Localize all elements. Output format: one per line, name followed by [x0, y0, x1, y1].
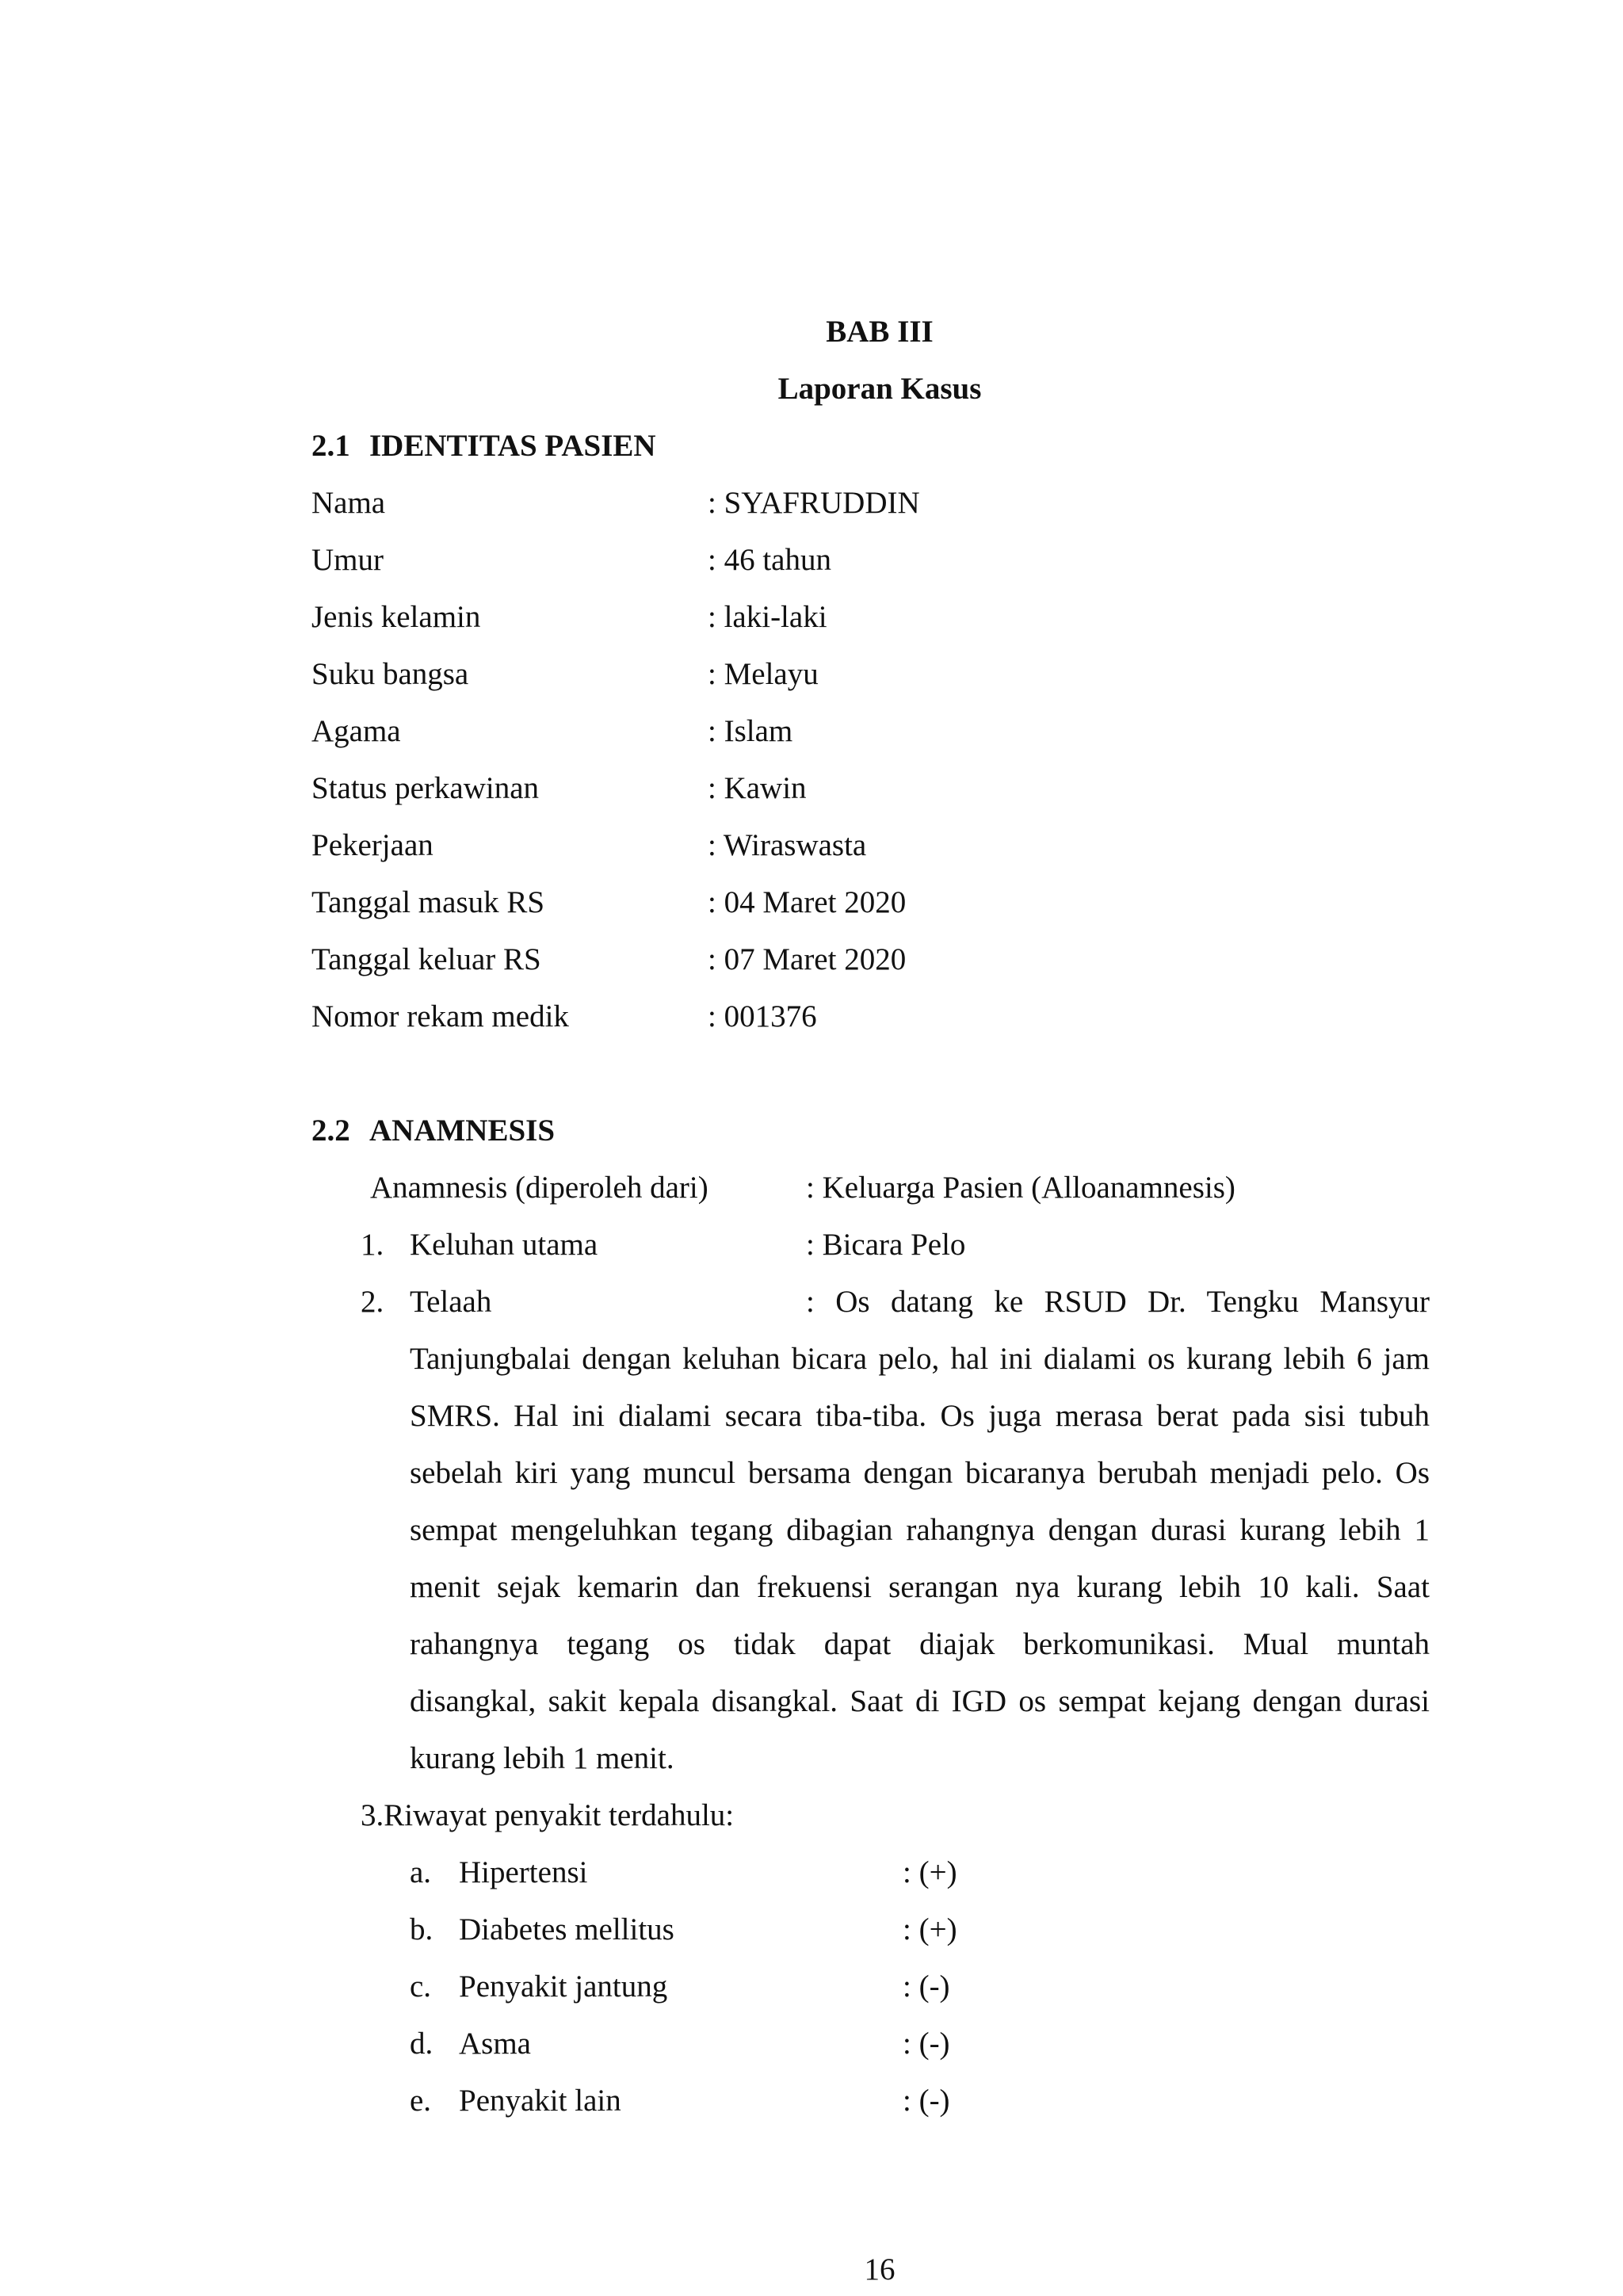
identity-value: : SYAFRUDDIN: [708, 486, 920, 520]
identity-value: : 07 Maret 2020: [708, 942, 907, 976]
item-value: : Bicara Pelo: [806, 1228, 966, 1262]
identity-label: Nomor rekam medik: [311, 999, 569, 1033]
chapter-title: BAB III: [826, 315, 934, 349]
telaah-line: kurang lebih 1 menit.: [410, 1741, 674, 1775]
identity-value: : Islam: [708, 714, 793, 748]
section-identity-number: 2.1: [311, 429, 350, 463]
identity-label: Nama: [311, 486, 386, 520]
identity-label: Umur: [311, 543, 384, 577]
section-anamnesis-number: 2.2: [311, 1114, 350, 1148]
identity-value: : Kawin: [708, 771, 807, 805]
history-value: : (+): [903, 1855, 957, 1889]
identity-value: : Melayu: [708, 657, 819, 691]
history-value: : (-): [903, 2027, 950, 2061]
history-letter: c.: [410, 1969, 432, 2004]
history-label: Asma: [459, 2027, 531, 2061]
history-title: 3.Riwayat penyakit terdahulu:: [361, 1798, 735, 1832]
telaah-line: sempat mengeluhkan tegang dibagian rahangnya dengan durasi kurang lebih 1: [410, 1513, 1430, 1547]
history-label: Penyakit jantung: [459, 1969, 668, 2004]
history-value: : (-): [903, 2084, 950, 2118]
telaah-line: sebelah kiri yang muncul bersama dengan bicaranya berubah menjadi pelo. Os: [410, 1456, 1430, 1490]
history-value: : (-): [903, 1969, 950, 2004]
section-anamnesis-heading: ANAMNESIS: [369, 1114, 556, 1148]
identity-value: : 001376: [708, 999, 817, 1033]
item-number: 2.: [361, 1285, 384, 1319]
item-number: 1.: [361, 1228, 384, 1262]
telaah-line: rahangnya tegang os tidak dapat diajak berkomunikasi. Mual muntah: [410, 1627, 1430, 1661]
identity-label: Agama: [311, 714, 401, 748]
telaah-line: disangkal, sakit kepala disangkal. Saat di IGD os sempat kejang dengan durasi: [410, 1684, 1430, 1718]
history-value: : (+): [903, 1912, 957, 1946]
identity-value: : Wiraswasta: [708, 828, 867, 862]
telaah-line: menit sejak kemarin dan frekuensi serangan nya kurang lebih 10 kali. Saat: [410, 1570, 1430, 1604]
identity-label: Tanggal keluar RS: [311, 942, 541, 976]
history-label: Diabetes mellitus: [459, 1912, 674, 1946]
history-letter: b.: [410, 1912, 433, 1946]
history-label: Hipertensi: [459, 1855, 588, 1889]
page-number: 16: [864, 2252, 896, 2286]
identity-value: : laki-laki: [708, 600, 827, 634]
item-label: Telaah: [410, 1285, 492, 1319]
identity-label: Suku bangsa: [311, 657, 469, 691]
section-identity-heading: IDENTITAS PASIEN: [369, 429, 656, 463]
anamnesis-source-label: Anamnesis (diperoleh dari): [370, 1171, 708, 1205]
report-title: Laporan Kasus: [777, 372, 982, 406]
identity-label: Pekerjaan: [311, 828, 433, 862]
history-label: Penyakit lain: [459, 2084, 621, 2118]
telaah-line: Tanjungbalai dengan keluhan bicara pelo, hal ini dialami os kurang lebih 6 jam: [410, 1342, 1430, 1376]
identity-label: Jenis kelamin: [311, 600, 481, 634]
anamnesis-source-value: : Keluarga Pasien (Alloanamnesis): [806, 1171, 1235, 1205]
item-label: Keluhan utama: [410, 1228, 598, 1262]
item-value: : Os datang ke RSUD Dr. Tengku Mansyur: [806, 1285, 1430, 1319]
history-letter: d.: [410, 2027, 433, 2061]
identity-label: Tanggal masuk RS: [311, 885, 545, 919]
identity-value: : 04 Maret 2020: [708, 885, 907, 919]
identity-value: : 46 tahun: [708, 543, 831, 577]
history-letter: a.: [410, 1855, 432, 1889]
telaah-line: SMRS. Hal ini dialami secara tiba-tiba. Os juga merasa berat pada sisi tubuh: [410, 1399, 1430, 1433]
history-letter: e.: [410, 2084, 432, 2118]
identity-label: Status perkawinan: [311, 771, 540, 805]
